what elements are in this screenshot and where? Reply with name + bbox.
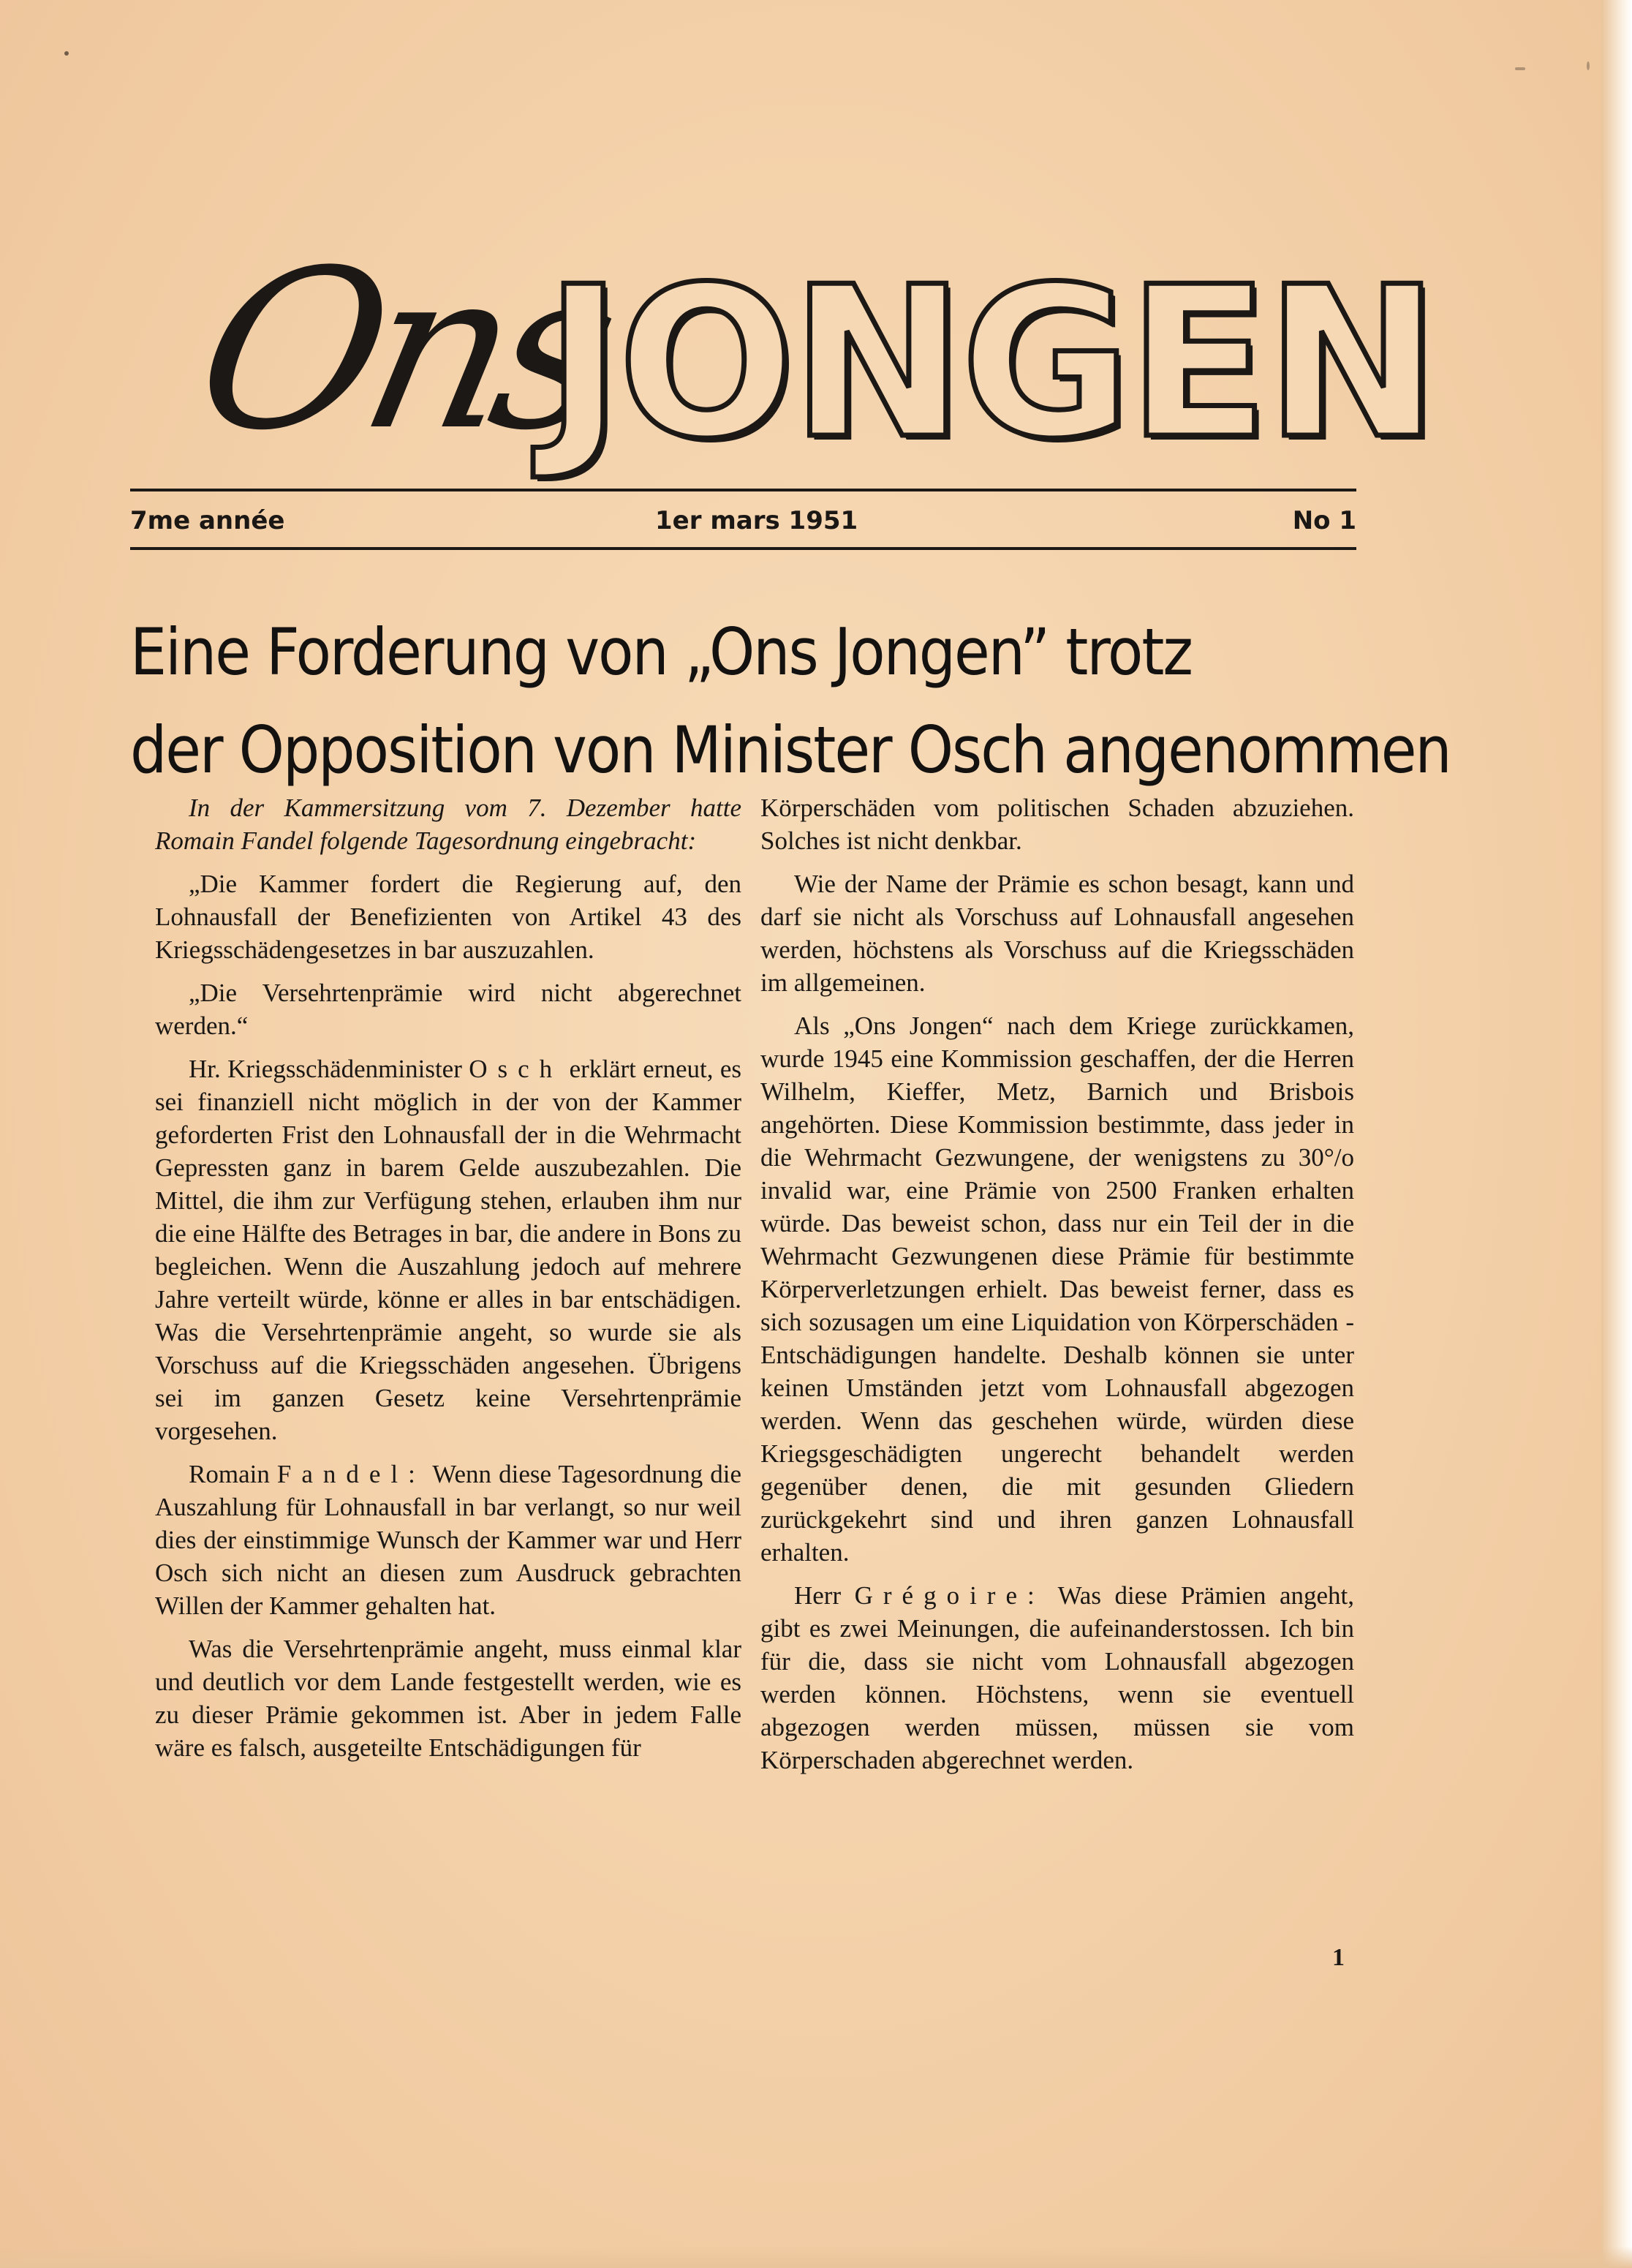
article-paragraph bbox=[155, 1052, 741, 1447]
paper-speck bbox=[1587, 61, 1590, 70]
paragraph-text: Was diese Prämien angeht, gibt es zwei Meinungen, die aufeinanderstossen. Ich bin für die, dass sie nicht vom Lohnausfall abgezogen werden können. Höchstens, wenn sie eventuell abgezogen werden müssen, müssen sie vom Körperschaden abgerechnet werden. bbox=[760, 1581, 1355, 1774]
headline bbox=[130, 603, 1451, 799]
masthead-block: JONGEN bbox=[545, 242, 1435, 485]
masthead-top-rule bbox=[130, 489, 1356, 491]
speaker-name: Grégoire: bbox=[854, 1581, 1045, 1610]
paragraph-text: erklärt erneut, es sei finanziell nicht möglich in der von der Kammer geforderten Frist den Lohnausfall der in die Wehrmacht Gepressten ganz in barem Gelde auszubezahlen. Die Mittel, die ihm zur Verfügung stehen, erlauben ihm nur die eine Hälfte des Betrages in bar, die andere in Bons zu begleichen. Wenn die Auszahlung jedoch auf mehrere Jahre verteilt würde, könne er alles in bar entschädigen. Was die Versehrtenprämie angeht, so wurde sie als Vorschuss auf die Kriegsschäden angesehen. Übrigens sei im ganzen Gesetz keine Versehrtenprämie vorgesehen. bbox=[155, 1055, 741, 1445]
article-paragraph: „Die Versehrtenprämie wird nicht abgerechnet werden.“ bbox=[155, 979, 741, 1040]
article-paragraph bbox=[760, 1579, 1354, 1777]
page-edge-bottom bbox=[0, 2246, 1632, 2268]
page-number: 1 bbox=[1332, 1944, 1345, 1971]
article-paragraph: Wie der Name der Prämie es schon besagt, kann und darf sie nicht als Vorschuss auf Lohnausfall angesehen werden, höchstens als Vorschuss auf die Kriegsschäden im allgemeinen. bbox=[760, 870, 1354, 997]
masthead-script: Ons bbox=[178, 223, 627, 478]
masthead-logo bbox=[178, 223, 1435, 485]
article-paragraph: „Die Kammer fordert die Regierung auf, den Lohnausfall der Benefizienten von Artikel 43 des Kriegsschädengesetzes in bar auszuzahlen. bbox=[155, 870, 741, 964]
paragraph-lead: Herr bbox=[794, 1581, 842, 1610]
article-paragraph bbox=[155, 1458, 741, 1622]
paper-speck bbox=[64, 51, 69, 56]
article-intro: In der Kammersitzung vom 7. Dezember hatte Romain Fandel folgende Tagesordnung eingebracht: bbox=[155, 794, 741, 855]
paragraph-text: Wenn diese Tagesordnung die Auszahlung für Lohnausfall in bar verlangt, so nur weil dies der einstimmige Wunsch der Kammer war und Herr Osch sich nicht an diesen zum Ausdruck gebrachten Willen der Kammer gehalten hat. bbox=[155, 1460, 742, 1620]
page-edge bbox=[1601, 0, 1632, 2268]
article-paragraph: Körperschäden vom politischen Schaden abzuziehen. Solches ist nicht denkbar. bbox=[760, 794, 1354, 855]
paragraph-lead: Hr. Kriegsschädenminister bbox=[189, 1055, 462, 1083]
article-paragraph: Als „Ons Jongen“ nach dem Kriege zurückkamen, wurde 1945 eine Kommission geschaffen, der die Herren Wilhelm, Kieffer, Metz, Barnich und Brisbois angehörten. Diese Kommission bestimmte, dass jeder in die Wehrmacht Gezwungene, der wenigstens zu 30°/o invalid war, eine Prämie von 2500 Franken erhalten würde. Das beweist schon, dass nur ein Teil der in die Wehrmacht Gezwungenen diese Prämie für bestimmte Körperverletzungen erhielt. Das beweist ferner, dass es sich sozusagen um eine Liquidation von Körperschäden - Entschädigungen handelte. Deshalb können sie unter keinen Umständen jetzt vom Lohnausfall abgezogen werden. Wenn das geschehen würde, würden diese Kriegsgeschädigten ungerecht behandelt werden gegenüber denen, die mit gesunden Gliedern zurückgekehrt sind und ihren ganzen Lohnausfall erhalten. bbox=[760, 1011, 1354, 1567]
speaker-name: Fandel: bbox=[276, 1460, 426, 1488]
issue-number: No 1 bbox=[1292, 506, 1356, 535]
issue-year: 7me année bbox=[130, 506, 285, 535]
article-column-right bbox=[760, 791, 1354, 1787]
article-column-left bbox=[155, 791, 741, 1774]
issue-line bbox=[130, 506, 1356, 538]
issue-date: 1er mars 1951 bbox=[655, 506, 858, 535]
speaker-name: Osch bbox=[469, 1055, 563, 1083]
headline-line-1: Eine Forderung von „Ons Jongen” trotz bbox=[130, 614, 1192, 690]
paper-speck bbox=[1515, 67, 1525, 70]
masthead-bottom-rule bbox=[130, 547, 1356, 550]
headline-line-2: der Opposition von Minister Osch angenommen bbox=[130, 712, 1451, 788]
article-paragraph: Was die Versehrtenprämie angeht, muss einmal klar und deutlich vor dem Lande festgestellt werden, wie es zu dieser Prämie gekommen ist. Aber in jedem Falle wäre es falsch, ausgeteilte Entschädigungen für bbox=[155, 1635, 741, 1762]
paragraph-lead: Romain bbox=[189, 1460, 270, 1488]
